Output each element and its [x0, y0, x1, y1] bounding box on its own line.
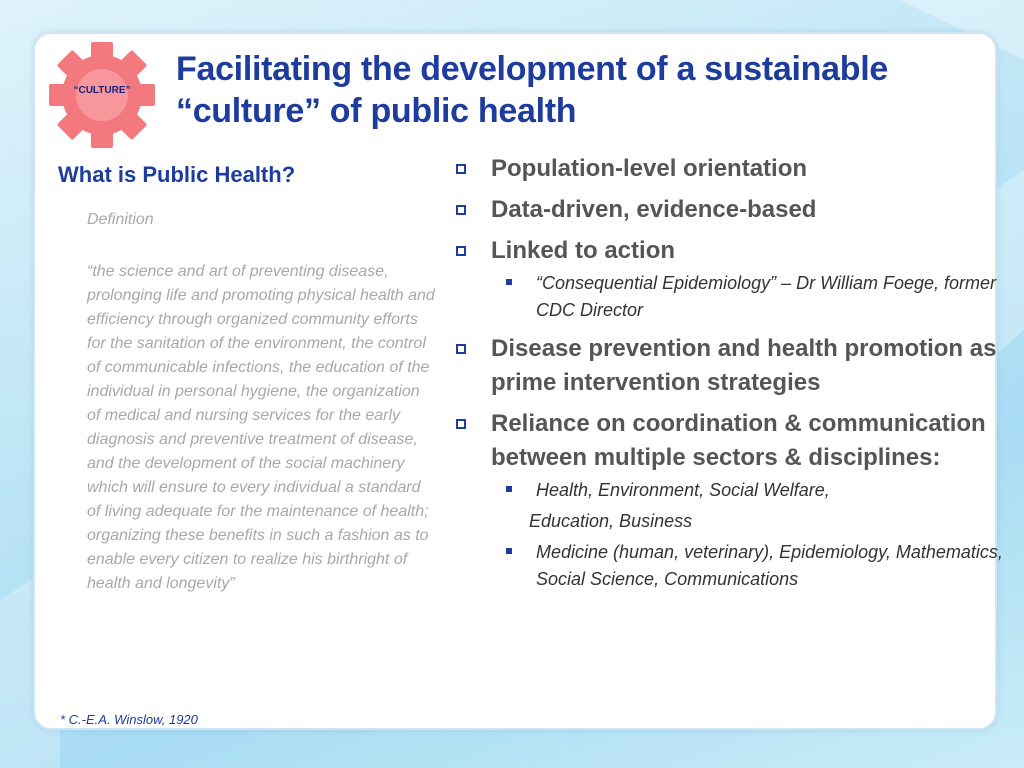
bullet-text: Disease prevention and health promotion as prime intervention strategies [491, 335, 997, 396]
checkbox-bullet-icon [456, 344, 466, 354]
sub-bullet-item [491, 539, 1014, 593]
bullet-text: Reliance on coordination & communication between multiple sectors & disciplines: [491, 410, 986, 471]
bullet-item [454, 407, 1014, 593]
sub-bullet-item [491, 270, 1014, 324]
bullet-item [454, 193, 1014, 227]
bullet-text: Population-level orientation [491, 155, 808, 182]
bullet-item [454, 234, 1014, 324]
bullet-item [454, 152, 1014, 186]
citation: * C.-E.A. Winslow, 1920 [60, 712, 198, 727]
checkbox-bullet-icon [456, 164, 466, 174]
square-bullet-icon [506, 279, 512, 285]
sub-bullet-item [491, 477, 1014, 504]
title-line-1: Facilitating the development of a sustainable [176, 50, 888, 88]
title-line-2: “culture” of public health [176, 92, 577, 130]
left-heading: What is Public Health? [58, 162, 296, 187]
checkbox-bullet-icon [456, 205, 466, 215]
sub-bullet-text: Health, Environment, Social Welfare, [536, 480, 830, 500]
sub-bullet-continuation [491, 508, 1014, 535]
sub-bullet-text: Medicine (human, veterinary), Epidemiology, Mathematics, Social Science, Communications [536, 542, 1003, 589]
bullet-item [454, 332, 1014, 400]
sub-bullet-text: “Consequential Epidemiology” – Dr William Foege, former CDC Director [536, 273, 997, 320]
sub-bullet-text: Education, Business [529, 511, 693, 531]
bullet-text: Linked to action [491, 237, 676, 264]
bullet-list [454, 152, 1014, 601]
definition-label: Definition [87, 211, 154, 228]
square-bullet-icon [506, 486, 512, 492]
sub-bullet-list [491, 270, 1014, 324]
bullet-text: Data-driven, evidence-based [491, 196, 817, 223]
slide-title [176, 48, 1006, 132]
definition-text: “the science and art of preventing disease, prolonging life and promoting physical health and efficiency through organized community efforts for the sanitation of the environment, the control of communicable infections, the education of the individual in personal hygiene, the organization of medical and nursing services for the early diagnosis and preventive treatment of disease, and the development of the social machinery which will ensure to every individual a standard of living adequate for the maintenance of health; organizing these benefits in such a fashion as to enable every citizen to realize his birthright of health and longevity” [87, 263, 435, 592]
checkbox-bullet-icon [456, 419, 466, 429]
square-bullet-icon [506, 548, 512, 554]
checkbox-bullet-icon [456, 246, 466, 256]
sub-bullet-list [491, 477, 1014, 593]
gear-label: “CULTURE” [73, 85, 131, 96]
